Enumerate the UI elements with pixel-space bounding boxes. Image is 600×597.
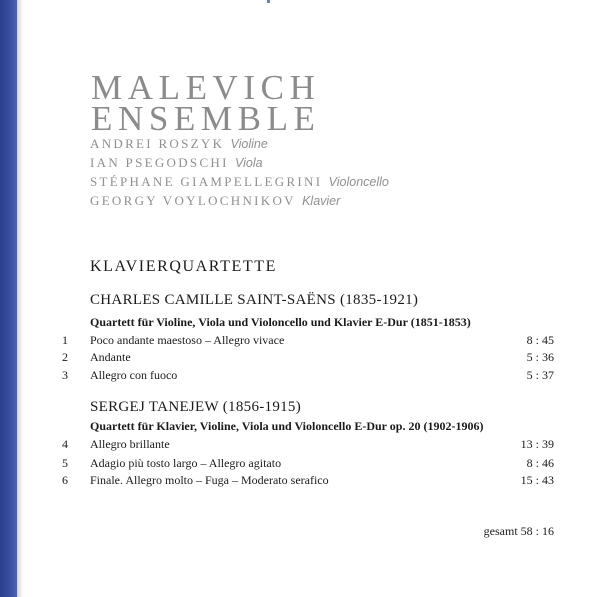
track-number: 6 [62, 473, 68, 487]
track-number: 5 [62, 456, 68, 470]
track-title: Poco andante maestoso – Allegro vivace [90, 333, 285, 347]
track-title: Finale. Allegro molto – Fuga – Moderato serafico [90, 473, 329, 487]
section-title: KLAVIERQUARTETTE [90, 258, 277, 275]
top-mark [267, 0, 270, 3]
left-color-band [0, 0, 17, 597]
member-row [90, 153, 389, 172]
member-instrument: Klavier [302, 194, 341, 208]
track-row [0, 454, 600, 472]
work-title: Quartett für Violine, Viola und Violoncello und Klavier E-Dur (1851-1853) [90, 315, 471, 329]
ensemble-name [91, 68, 321, 138]
ensemble-name-line1: MALEVICH [91, 68, 321, 107]
member-name: GEORGY VOYLOCHNIKOV [90, 193, 296, 208]
ensemble-name-line2: ENSEMBLE [91, 99, 321, 138]
members-list [90, 134, 389, 210]
track-number: 1 [62, 333, 68, 347]
track-title: Adagio più tosto largo – Allegro agitato [90, 456, 282, 470]
track-row [0, 435, 600, 453]
member-row [90, 191, 389, 210]
member-instrument: Violine [230, 137, 268, 151]
track-title: Allegro con fuoco [90, 368, 178, 382]
track-title: Allegro brillante [90, 437, 170, 451]
track-row [0, 471, 600, 489]
member-instrument: Violoncello [328, 175, 389, 189]
member-name: IAN PSEGODSCHI [90, 155, 229, 170]
track-time: 13 : 39 [520, 437, 554, 451]
track-row [0, 331, 600, 349]
work-title: Quartett für Klavier, Violine, Viola und Violoncello E-Dur op. 20 (1902-1906) [90, 419, 484, 433]
member-row [90, 172, 389, 191]
composer-heading: CHARLES CAMILLE SAINT-SAËNS (1835-1921) [90, 292, 419, 308]
member-name: STÉPHANE GIAMPELLEGRINI [90, 174, 323, 189]
track-row [0, 348, 600, 366]
member-name: ANDREI ROSZYK [90, 136, 225, 151]
track-time: 8 : 45 [526, 333, 554, 347]
track-row [0, 366, 600, 384]
total-duration: gesamt 58 : 16 [483, 524, 554, 538]
track-title: Andante [90, 350, 131, 364]
track-time: 8 : 46 [526, 456, 554, 470]
track-time: 15 : 43 [520, 473, 554, 487]
track-time: 5 : 37 [526, 368, 554, 382]
member-instrument: Viola [235, 156, 263, 170]
track-number: 3 [62, 368, 68, 382]
member-row [90, 134, 389, 153]
band-shadow [17, 0, 23, 597]
track-time: 5 : 36 [526, 350, 554, 364]
track-number: 4 [62, 437, 68, 451]
track-number: 2 [62, 350, 68, 364]
composer-heading: SERGEJ TANEJEW (1856-1915) [90, 399, 302, 415]
